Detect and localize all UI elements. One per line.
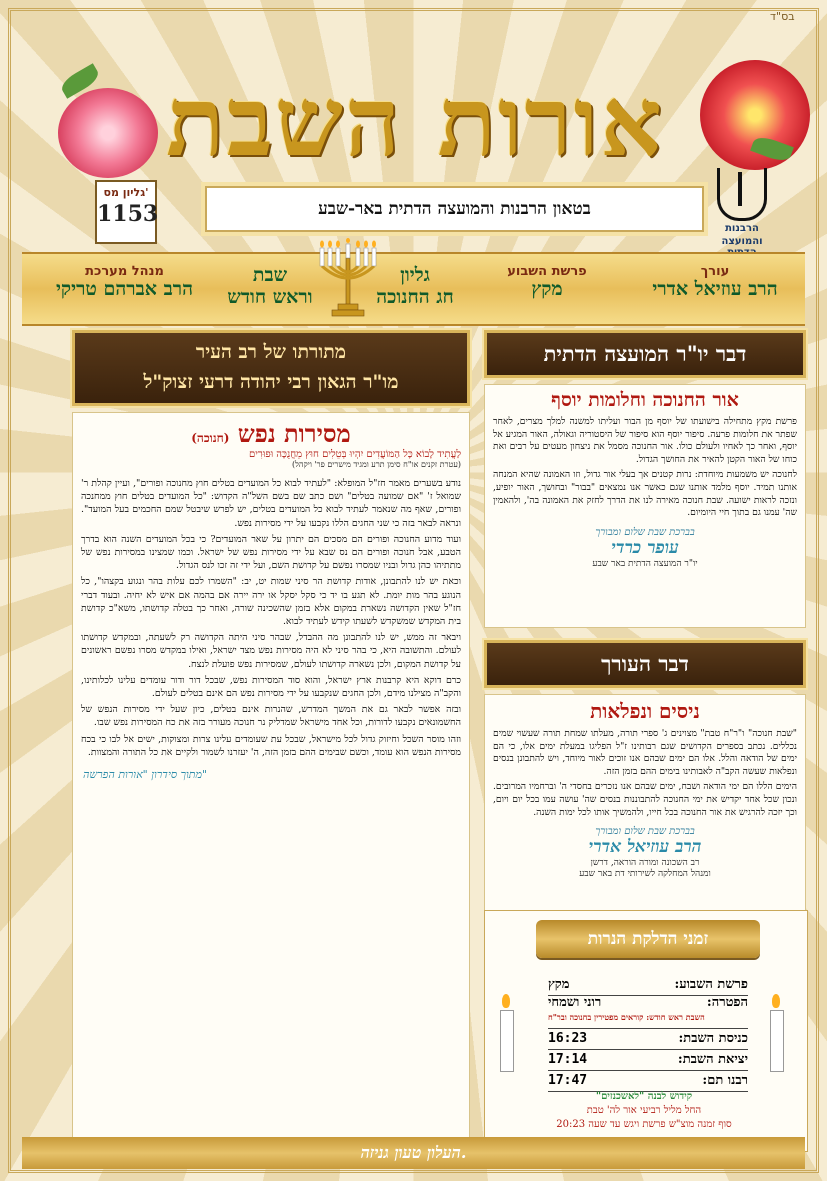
moon-line-2: החל מליל רביעי אור לה' טבת xyxy=(586,1105,702,1116)
candle-times-banner: זמני הדלקת הנרות xyxy=(536,920,760,958)
editor-body xyxy=(485,724,805,826)
chairman-bless-name: עופר כרדי xyxy=(611,537,679,558)
rav-article xyxy=(72,330,470,1152)
chairman-bless-sub: יו"ר המועצה הדתית באר שבע xyxy=(592,558,698,569)
editor-paragraph: הימים הללו הם ימי הודאה ושבח, ימים שבהם אנו נזכרים בחסדי ה' וברחמיו המרובים. ונכון שכל אחד יקדיש את ימי החנוכה להתבוננות בנסים שה' עושה עמו בכל יום ויום, וכך יזכה להרגיש את אור החנוכה בכל חייו, ולהמשיך אותו לכל ימות השנה. xyxy=(493,781,797,818)
chairman-body xyxy=(485,412,805,527)
rav-paragraph: נודע בשערים מאמר חז"ל המופלא: "לעתיד לבוא כל המועדים בטלים חוץ מחנוכה ופורים", ועיין קהלת ר' שמואל ז' "אם שמועה בטלים" ושם כתב שם בשם השל"ה הקדוש: "כל המועדים בטלים חוץ ממחנכה ופורים, שאף מה שנאמר לעתיד לבוא כל המועדים בטלים, יש לפרש שיבטל שמם החכמים בעל המועד". ונראה לבאר בזה כי שני החגים הללו נקבעו על ידי מסירות נפש. xyxy=(81,478,461,529)
issue-number-box xyxy=(95,180,157,244)
subtitle-bar: בטאון הרבנות והמועצה הדתית באר-שבע xyxy=(205,186,704,232)
gilayon-value: חג החנוכה xyxy=(376,286,454,308)
manager-value: הרב אברהם טריקי xyxy=(55,278,194,300)
rav-header xyxy=(72,330,470,406)
times-row-entry xyxy=(548,1029,748,1050)
editor-bless-sub-2: ומנהל המחלקה לשירותי דת באר שבע xyxy=(579,869,711,880)
editor-label: עורך xyxy=(700,264,730,279)
times-label: כניסת השבת: xyxy=(678,1031,748,1046)
chairman-paragraph: פרשת מקץ מתחילה בישועתו של יוסף מן הבור ועליתו למשנה למלך מצרים, לאחר שפתר את חלומות פרעה. סיפור יוסף הוא סיפור של היסטוריה וגאולה, האור המגיע אל יוסף, ואחר כך לאחיו ולעולם כולו. אור החנוכה מסמל את ניצחון מעטים על רבים ואת כוחו של האור הקטן להאיר את החושך הגדול. xyxy=(493,416,797,465)
editor-bless-line: בברכת שבת שלום ומבורך xyxy=(595,826,695,838)
shabbat-label: שבת xyxy=(252,264,288,286)
times-value: 16:23 xyxy=(548,1031,588,1046)
rav-paragraph: וזהו מוסר השכל וחיזוק גדול לכל מישראל, שבכל עת שעומדים עלינו צרות ומצוקות, ישים אל לבו כי בכח מסירות הנפש הוא עומד, וכשם שבימים ההם בזמן הזה, ה' יעזרנו לשמור ולקיים את כל התורה והמצוות. xyxy=(81,733,461,758)
chairman-article xyxy=(484,384,806,628)
gilayon-label: גליון xyxy=(400,264,430,286)
times-value: 17:47 xyxy=(548,1073,588,1088)
manager-label: מנהל מערכת xyxy=(85,264,164,279)
chairman-header: דבר יו"ר המועצה הדתית xyxy=(484,330,806,378)
times-haftarah-cell xyxy=(548,996,705,1028)
hibiscus-right-decoration xyxy=(700,60,810,170)
editor-info xyxy=(630,254,800,324)
rav-paragraph: ויבאר זה ממש, יש לנו להתבונן מה ההבדל, שבהר סיני היתה הקדושה רק לשעתה, ובמקדש קדושתו לעולם. והתשובה היא, כי בהר סיני לא היה מסירות נפש מצד ישראל, ואילו במקדש מסרו נפשם ראשונים על קדושת המקום, ולכן נשארה קדושתו לעולם, שמסירות נפש פועלת לנצח. xyxy=(81,632,461,670)
parasha-label: פרשת השבוע xyxy=(507,264,587,279)
rav-paragraph: ועוד מדוע החנוכה ופורים הם מסכים הם יתרון על שאר המועדים? כי בכל המועדים השנה הוא בדרך הטבע, אבל חנוכה ופורים הם נס שבא על ידי מסירות נפש של ישראל. וכמו שמצינו במסירות נפש של מתתיהו כהן גדול ובניו שמסרו נפשם על קדושת השם, ועל ידי זה זכו לנס הגדול. xyxy=(81,533,461,572)
issue-number: 1153 xyxy=(97,201,159,227)
moon-line-3: סוף זמנה מוצ"ש פרשת ויגש עד שעה 20:23 xyxy=(556,1119,732,1130)
candle-times-table xyxy=(548,975,748,1092)
rav-paragraph: ובזה אפשר לבאר גם את המשך המדרש, שהנרות אינם בטלים, כיון שעל ידי מסירות הנפש של החשמונאים נקבעו לדורות, וכל אחד מישראל שמדליק נר חנוכה מעורר בזה את כח המסירות נפש שבו. xyxy=(81,704,461,729)
times-row-exit xyxy=(548,1050,748,1071)
rav-paragraph: כרם דוקא היא קרבנות ארץ ישראל, והוא סוד המסירות נפש, שבכל דור ודור עומדים עלינו לכלותינו, והקב"ה מצילנו מידם, ולכן החגים שנקבעו על ידי מסירות נפש הם אינם בטלים לעולם. xyxy=(81,674,461,700)
times-note: השבת ראש חודש: קוראים מפטירין בחנוכה ובר"ח xyxy=(548,1012,705,1022)
chairman-blessing xyxy=(485,527,805,569)
times-row-haftarah xyxy=(548,996,748,1029)
times-row-parasha xyxy=(548,975,748,996)
footer-geniza-note: העלון טעון גניזה. xyxy=(22,1137,805,1169)
bsd-mark: בס"ד xyxy=(770,10,795,23)
times-value: מקץ xyxy=(548,977,570,992)
rav-quote: לַעֲתִיד לָבוֹא כָּל הַמּוֹעֲדִים יִהְיוּ בְּטֵלִים חוּץ מֵחֲנֻכָּה וּפוּרִים xyxy=(249,449,461,460)
kiddush-levana-note xyxy=(494,1090,794,1132)
chairman-bless-line: בברכת שבת שלום ומבורך xyxy=(595,526,695,538)
hibiscus-left-decoration xyxy=(58,88,158,178)
parasha-value: מקץ xyxy=(531,278,563,300)
editor-article xyxy=(484,694,806,938)
logo-text-2: והמועצה xyxy=(721,236,763,247)
logo-text-1: הרבנות xyxy=(725,223,759,234)
rav-article-body xyxy=(72,412,470,1152)
manager-info xyxy=(42,254,207,324)
right-column xyxy=(484,330,806,938)
rav-signature: מתוך סידרון "אורות הפרשה" xyxy=(83,768,208,782)
menorah-icon xyxy=(318,238,378,320)
editor-blessing xyxy=(485,826,805,879)
masthead-title: אורות השבת xyxy=(166,65,664,178)
editor-bless-name: הרב עוזיאל אדרי xyxy=(588,837,702,858)
editor-bless-sub-1: רב השכונה ומורה הוראה, דרשן xyxy=(590,858,700,869)
editor-header: דבר העורך xyxy=(484,640,806,688)
editor-paragraph: "שבת חנוכה" ו"ר"ח טבת" מצוינים ג' ספרי תורה, מעלתו שמחת תורה שעשוי שמים נכללים. נכתב בספרים הקדושים שגם רבותינו ז"ל הפליגו במעלת ימים אלו, כי הם ימים של הודאה והלל. אלו הם ימים שבהם אנו זוכים לאור מיוחד, ויש להתבונן בנסים ונפלאות שעשה הקב"ה לאבותינו בימים ההם בזמן הזה. xyxy=(493,728,797,777)
rav-header-line-2: מו"ר הגאון רבי יהודה דרעי זצוק"ל xyxy=(143,371,399,393)
logo-emblem-icon xyxy=(717,168,767,221)
candle-left-icon xyxy=(500,1010,514,1072)
times-value: 17:14 xyxy=(548,1052,588,1067)
editor-value: הרב עוזיאל אדרי xyxy=(652,278,778,300)
candle-right-icon xyxy=(770,1010,784,1072)
shabbat-value: וראש חודש xyxy=(227,286,313,308)
moon-line-1: קידוש לבנה "לאשכנזים" xyxy=(595,1091,693,1102)
flame-icon xyxy=(502,994,510,1008)
rabbinate-logo xyxy=(712,168,772,250)
rav-paragraph: וכאת יש לנו להתבונן, אודות קדושת הר סיני שמות יט, יב: "השמרו לכם עלות בהר ונגוע בקצהו", כל הנוגע בהר מות יומת. לא תגע בו יד כי סקל יסקל או ירה יירה אם בהמה אם איש לא יחיה. ובעוד דברי חז"ל שאין הקדושה נשארת במקום אלא בזמן שהשכינה שורה, ואחר כך בטלה קדושתו, משא"כ קדושת בית המקדש שמשקדש לשעתו קידש לעתיד לבוא. xyxy=(81,576,461,628)
rav-quote-source: (עטרת זקנים או"ח סימן תרע ומגיד מישרים פר' ויקהל) xyxy=(292,460,461,469)
times-value: רוני ושמחי xyxy=(548,995,602,1010)
times-label: יציאת השבת: xyxy=(677,1052,748,1067)
rav-title-text: מסירות נפש xyxy=(237,419,351,448)
chairman-paragraph: לחנוכה יש משמעות מיוחדת: נרות קטנים אך בעלי אור גדול, וזו האמונה שהיא המנחה אותנו תמיד. יוסף מלמד אותנו שגם כאשר אנו נמצאים "בבור" ובחושך, האור יופיע, ונזכה לראות ישועה. שבת חנוכה מאירה לנו את הדרך לחזק את האמונה בה', ולהאמין שה' עמנו גם בתוך חיי היומיום. xyxy=(493,469,797,519)
rav-header-line-1: מתורתו של רב העיר xyxy=(195,341,347,363)
rav-title-note: (חנוכה) xyxy=(191,431,230,445)
rav-body-text xyxy=(73,473,469,766)
info-band xyxy=(22,252,805,326)
shabbat-info xyxy=(210,254,330,324)
times-label: הפטרה: xyxy=(706,995,748,1010)
chairman-title: אור החנוכה וחלומות יוסף xyxy=(551,389,739,411)
times-label: רבנו תם: xyxy=(702,1073,748,1088)
times-label: פרשת השבוע: xyxy=(674,977,748,992)
editor-title: ניסים ונפלאות xyxy=(590,699,700,723)
rav-article-title xyxy=(73,419,469,449)
parasha-info xyxy=(477,254,617,324)
issue-label: גליון מס' xyxy=(103,186,149,199)
times-row-rabbenu-tam xyxy=(548,1071,748,1092)
flame-icon xyxy=(772,994,780,1008)
